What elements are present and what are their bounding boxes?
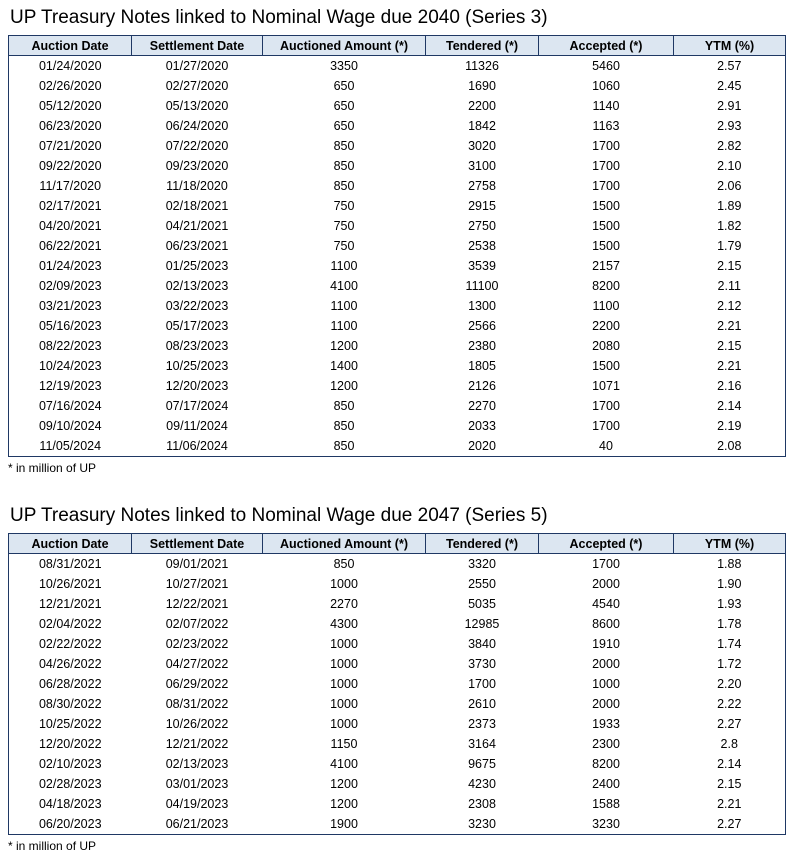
col-header-auction-date: Auction Date [9,36,132,56]
auction-date-cell: 08/22/2023 [9,336,132,356]
accepted-cell: 2080 [592,339,620,353]
settlement-date-cell: 02/13/2023 [165,279,229,293]
tendered-cell: 2308 [468,797,496,811]
auction-date-cell: 04/18/2023 [9,794,132,814]
accepted-cell: 1100 [592,299,620,313]
accepted-cell: 8600 [592,617,620,631]
auction-date-cell: 09/10/2024 [9,416,132,436]
table-row [9,256,786,276]
accepted-cell: 1910 [592,637,620,651]
ytm-cell: 2.21 [674,316,786,336]
settlement-date-cell: 12/22/2021 [165,597,229,611]
tendered-cell: 2380 [468,339,496,353]
auctioned-amount-cell: 650 [333,119,355,133]
series-3-title: UP Treasury Notes linked to Nominal Wage due 2040 (Series 3) [10,7,548,28]
auction-date-cell: 07/16/2024 [9,396,132,416]
tendered-cell: 3100 [468,159,496,173]
ytm-cell: 2.11 [674,276,786,296]
settlement-date-cell: 06/29/2022 [165,677,229,691]
auctioned-amount-cell: 3350 [330,59,358,73]
tendered-cell: 1700 [468,677,496,691]
settlement-date-cell: 05/13/2020 [165,99,229,113]
auction-date-cell: 11/17/2020 [9,176,132,196]
ytm-cell: 1.93 [674,594,786,614]
accepted-cell: 1500 [592,239,620,253]
table-row [9,76,786,96]
tendered-cell: 12985 [464,617,500,631]
settlement-date-cell: 09/11/2024 [166,419,228,433]
ytm-cell: 2.16 [674,376,786,396]
auction-date-cell: 06/28/2022 [9,674,132,694]
table-row [9,774,786,794]
series-5-section [8,503,786,854]
col-header-tendered: Tendered (*) [426,36,539,56]
col-header-ytm: YTM (%) [674,36,786,56]
auction-date-cell: 08/31/2021 [9,554,132,575]
table-row [9,216,786,236]
table-row [9,176,786,196]
auction-date-cell: 09/22/2020 [9,156,132,176]
settlement-date-cell: 05/17/2023 [165,319,229,333]
accepted-cell: 40 [539,436,674,457]
auctioned-amount-cell: 850 [333,159,355,173]
auctioned-amount-cell: 750 [333,199,355,213]
auction-date-cell: 10/25/2022 [9,714,132,734]
col-header-tendered: Tendered (*) [426,534,539,554]
auctioned-amount-cell: 650 [333,79,355,93]
settlement-date-cell: 04/19/2023 [165,797,229,811]
table-row [9,714,786,734]
settlement-date-cell: 03/01/2023 [165,777,229,791]
accepted-cell: 1071 [592,379,620,393]
col-header-auctioned-amount: Auctioned Amount (*) [263,36,426,56]
settlement-date-cell: 08/31/2022 [165,697,229,711]
table-row [9,614,786,634]
ytm-cell: 1.79 [674,236,786,256]
tendered-cell: 2750 [468,219,496,233]
auctioned-amount-cell: 1000 [330,637,358,651]
auctioned-amount-cell: 1200 [330,797,358,811]
auction-date-cell: 06/23/2020 [9,116,132,136]
ytm-cell: 2.45 [674,76,786,96]
tendered-cell: 2373 [468,717,496,731]
ytm-cell: 1.74 [674,634,786,654]
auctioned-amount-cell: 1000 [330,677,358,691]
settlement-date-cell: 09/01/2021 [165,557,229,571]
auction-date-cell: 02/10/2023 [9,754,132,774]
ytm-cell: 2.21 [674,356,786,376]
table-row [9,814,786,835]
accepted-cell: 2000 [592,657,620,671]
auction-date-cell: 03/21/2023 [9,296,132,316]
auctioned-amount-cell: 850 [333,139,355,153]
auctioned-amount-cell: 650 [333,99,355,113]
accepted-cell: 2157 [592,259,620,273]
auction-date-cell: 12/19/2023 [9,376,132,396]
tendered-cell: 5035 [468,597,496,611]
accepted-cell: 1500 [592,219,620,233]
settlement-date-cell: 10/27/2021 [165,577,229,591]
accepted-cell: 1933 [592,717,620,731]
table-row [9,296,786,316]
auction-date-cell: 05/16/2023 [9,316,132,336]
series-3-footnote: * in million of UP [8,461,97,475]
ytm-cell: 2.8 [674,734,786,754]
tendered-cell: 2915 [468,199,496,213]
auctioned-amount-cell: 1200 [330,379,358,393]
auctioned-amount-cell: 850 [333,399,355,413]
auction-date-cell: 02/09/2023 [9,276,132,296]
settlement-date-cell: 02/27/2020 [165,79,229,93]
settlement-date-cell: 11/18/2020 [166,179,228,193]
tendered-cell: 2566 [468,319,496,333]
accepted-cell: 2000 [592,697,620,711]
auction-date-cell: 04/20/2021 [9,216,132,236]
auction-date-cell: 02/17/2021 [9,196,132,216]
accepted-cell: 8200 [592,757,620,771]
ytm-cell: 1.90 [674,574,786,594]
ytm-cell: 2.27 [674,714,786,734]
accepted-cell: 1000 [592,677,620,691]
ytm-cell: 1.72 [674,654,786,674]
accepted-cell: 4540 [592,597,620,611]
ytm-cell: 2.93 [674,116,786,136]
auctioned-amount-cell: 1150 [330,737,358,751]
auction-date-cell: 01/24/2020 [9,56,132,77]
tendered-cell: 2200 [468,99,496,113]
ytm-cell: 2.19 [674,416,786,436]
header-row [9,36,786,56]
accepted-cell: 1700 [592,419,620,433]
tendered-cell: 11326 [465,59,499,73]
tendered-cell: 11100 [465,279,499,293]
series-3-section [8,5,786,476]
tendered-cell: 1842 [468,119,496,133]
settlement-date-cell: 06/24/2020 [165,119,229,133]
auctioned-amount-cell: 850 [333,557,355,571]
auction-date-cell: 02/28/2023 [9,774,132,794]
auction-date-cell: 04/26/2022 [9,654,132,674]
auction-date-cell: 11/05/2024 [9,436,132,457]
settlement-date-cell: 02/07/2022 [165,617,229,631]
auctioned-amount-cell: 1000 [330,657,358,671]
tendered-cell: 3230 [426,814,539,835]
ytm-cell: 2.27 [674,814,786,835]
col-header-accepted: Accepted (*) [539,36,674,56]
accepted-cell: 1700 [592,399,620,413]
ytm-cell: 2.15 [674,256,786,276]
auctioned-amount-cell: 1200 [330,339,358,353]
tendered-cell: 2538 [468,239,496,253]
auctioned-amount-cell: 1900 [263,814,426,835]
settlement-date-cell: 01/27/2020 [165,59,229,73]
table-row [9,356,786,376]
table-row [9,554,786,575]
col-header-auction-date: Auction Date [9,534,132,554]
tendered-cell: 3164 [468,737,496,751]
accepted-cell: 1500 [592,199,620,213]
tendered-cell: 1690 [468,79,496,93]
accepted-cell: 3230 [539,814,674,835]
auctioned-amount-cell: 1000 [330,717,358,731]
tendered-cell: 9675 [468,757,496,771]
accepted-cell: 2400 [592,777,620,791]
tendered-cell: 4230 [468,777,496,791]
accepted-cell: 2000 [592,577,620,591]
tendered-cell: 2758 [468,179,496,193]
tendered-cell: 3730 [468,657,496,671]
auctioned-amount-cell: 850 [333,419,355,433]
auctioned-amount-cell: 750 [333,219,355,233]
series-5-footnote: * in million of UP [8,839,97,853]
col-header-settlement-date: Settlement Date [132,36,263,56]
tendered-cell: 2610 [468,697,496,711]
table-row [9,416,786,436]
accepted-cell: 1700 [592,139,620,153]
table-row [9,436,786,457]
auction-date-cell: 06/22/2021 [9,236,132,256]
table-row [9,694,786,714]
settlement-date-cell: 04/27/2022 [165,657,229,671]
tendered-cell: 3320 [468,557,496,571]
accepted-cell: 1700 [592,159,620,173]
settlement-date-cell: 06/21/2023 [132,814,263,835]
auction-date-cell: 10/24/2023 [9,356,132,376]
auction-date-cell: 10/26/2021 [9,574,132,594]
table-row [9,96,786,116]
tendered-cell: 1805 [468,359,496,373]
settlement-date-cell: 02/18/2021 [165,199,229,213]
ytm-cell: 1.88 [674,554,786,575]
table-row [9,376,786,396]
auctioned-amount-cell: 4100 [330,279,358,293]
ytm-cell: 2.21 [674,794,786,814]
tendered-cell: 2020 [426,436,539,457]
settlement-date-cell: 06/23/2021 [165,239,229,253]
auctioned-amount-cell: 850 [263,436,426,457]
accepted-cell: 8200 [592,279,620,293]
settlement-date-cell: 02/13/2023 [165,757,229,771]
accepted-cell: 1140 [592,99,620,113]
settlement-date-cell: 10/26/2022 [165,717,229,731]
auction-date-cell: 06/20/2023 [9,814,132,835]
ytm-cell: 1.89 [674,196,786,216]
table-row [9,316,786,336]
table-row [9,156,786,176]
ytm-cell: 2.82 [674,136,786,156]
settlement-date-cell: 10/25/2023 [165,359,229,373]
table-row [9,594,786,614]
auction-date-cell: 08/30/2022 [9,694,132,714]
auctioned-amount-cell: 1400 [330,359,358,373]
auction-date-cell: 01/24/2023 [9,256,132,276]
accepted-cell: 1163 [592,119,620,133]
tendered-cell: 1300 [468,299,496,313]
auction-date-cell: 12/21/2021 [9,594,132,614]
auctioned-amount-cell: 1100 [330,299,358,313]
table-row [9,116,786,136]
auctioned-amount-cell: 1100 [330,319,358,333]
auction-date-cell: 07/21/2020 [9,136,132,156]
auctioned-amount-cell: 1100 [330,259,358,273]
col-header-settlement-date: Settlement Date [132,534,263,554]
settlement-date-cell: 11/06/2024 [132,436,263,457]
auction-date-cell: 12/20/2022 [9,734,132,754]
auctioned-amount-cell: 1000 [330,577,358,591]
auctioned-amount-cell: 1000 [330,697,358,711]
settlement-date-cell: 02/23/2022 [165,637,229,651]
tendered-cell: 2550 [468,577,496,591]
table-row [9,794,786,814]
accepted-cell: 5460 [592,59,620,73]
auctioned-amount-cell: 4100 [330,757,358,771]
table-row [9,56,786,77]
settlement-date-cell: 04/21/2021 [165,219,229,233]
settlement-date-cell: 01/25/2023 [165,259,229,273]
tendered-cell: 2126 [468,379,496,393]
series-5-title: UP Treasury Notes linked to Nominal Wage due 2047 (Series 5) [10,505,548,526]
ytm-cell: 2.08 [674,436,786,457]
ytm-cell: 2.12 [674,296,786,316]
auctioned-amount-cell: 750 [333,239,355,253]
auction-date-cell: 02/04/2022 [9,614,132,634]
accepted-cell: 1500 [592,359,620,373]
series-3-table [8,35,786,457]
tendered-cell: 2033 [468,419,496,433]
tendered-cell: 3840 [468,637,496,651]
accepted-cell: 1588 [592,797,620,811]
ytm-cell: 2.91 [674,96,786,116]
accepted-cell: 2300 [592,737,620,751]
settlement-date-cell: 07/17/2024 [165,399,229,413]
accepted-cell: 1060 [592,79,620,93]
table-row [9,236,786,256]
table-row [9,634,786,654]
auctioned-amount-cell: 4300 [330,617,358,631]
col-header-accepted: Accepted (*) [539,534,674,554]
table-row [9,674,786,694]
table-row [9,574,786,594]
table-row [9,734,786,754]
table-row [9,336,786,356]
auction-date-cell: 02/22/2022 [9,634,132,654]
settlement-date-cell: 12/20/2023 [165,379,229,393]
tendered-cell: 3539 [468,259,496,273]
ytm-cell: 2.57 [674,56,786,77]
ytm-cell: 2.15 [674,774,786,794]
table-row [9,754,786,774]
settlement-date-cell: 09/23/2020 [165,159,229,173]
col-header-ytm: YTM (%) [674,534,786,554]
auction-date-cell: 05/12/2020 [9,96,132,116]
ytm-cell: 2.10 [674,156,786,176]
tendered-cell: 2270 [468,399,496,413]
auctioned-amount-cell: 2270 [330,597,358,611]
ytm-cell: 1.78 [674,614,786,634]
settlement-date-cell: 12/21/2022 [165,737,229,751]
table-row [9,396,786,416]
settlement-date-cell: 03/22/2023 [165,299,229,313]
table-row [9,136,786,156]
settlement-date-cell: 07/22/2020 [165,139,229,153]
accepted-cell: 2200 [592,319,620,333]
series-5-table [8,533,786,835]
ytm-cell: 2.15 [674,336,786,356]
table-row [9,196,786,216]
col-header-auctioned-amount: Auctioned Amount (*) [263,534,426,554]
tendered-cell: 3020 [468,139,496,153]
table-row [9,276,786,296]
table-row [9,654,786,674]
settlement-date-cell: 08/23/2023 [165,339,229,353]
ytm-cell: 2.06 [674,176,786,196]
ytm-cell: 2.20 [674,674,786,694]
accepted-cell: 1700 [592,557,620,571]
ytm-cell: 2.22 [674,694,786,714]
accepted-cell: 1700 [592,179,620,193]
auction-date-cell: 02/26/2020 [9,76,132,96]
ytm-cell: 1.82 [674,216,786,236]
ytm-cell: 2.14 [674,754,786,774]
auctioned-amount-cell: 1200 [330,777,358,791]
header-row [9,534,786,554]
ytm-cell: 2.14 [674,396,786,416]
auctioned-amount-cell: 850 [333,179,355,193]
